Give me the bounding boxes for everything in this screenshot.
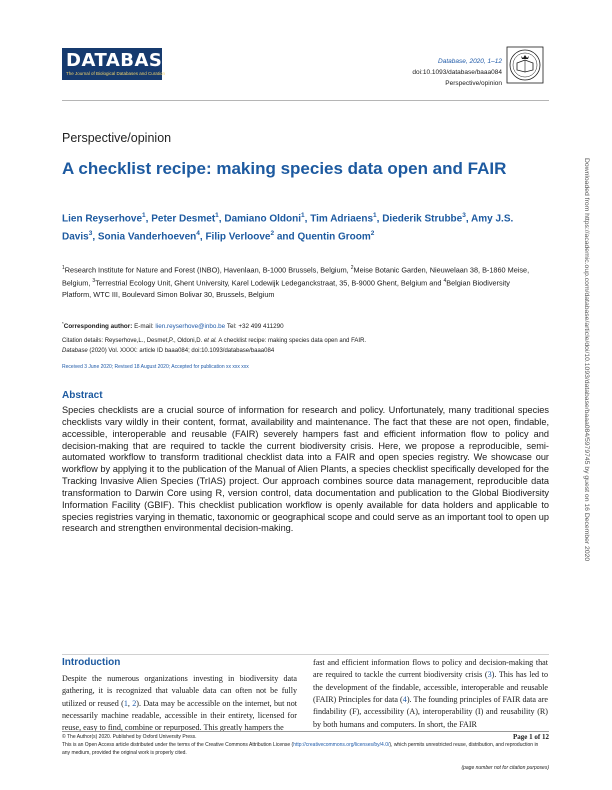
citation-etal: et al.	[203, 338, 217, 344]
license-link[interactable]: http://creativecommons.org/licenses/by/4.0/	[293, 742, 390, 748]
reference-link-1[interactable]: 1	[123, 698, 128, 708]
introduction-column-right	[313, 657, 548, 731]
author-name: Damiano Oldoni	[224, 213, 302, 225]
introduction-column-left	[62, 673, 297, 735]
author-separator: ,	[145, 213, 152, 225]
author-name: Quentin Groom	[297, 231, 371, 243]
copyright-notice: © The Author(s) 2020. Published by Oxford University Press.	[62, 734, 197, 740]
author-affiliation-number: 2	[270, 229, 275, 237]
affiliation-number: 1	[62, 265, 65, 271]
journal-logo-title: DATABASE	[66, 50, 176, 71]
footer-divider	[62, 731, 549, 732]
affiliation-text: Belgian Biodiversity Platform, WTC III, Boulevard Simon Bolivar 30, Brussels, Belgium	[62, 278, 510, 300]
corresponding-label: Corresponding author:	[63, 323, 133, 331]
page-number: Page 1 of 12	[513, 733, 549, 741]
journal-article-type: Perspective/opinion	[445, 80, 502, 87]
download-watermark-text: Downloaded from https://academic.oup.com/database/article/doi/10.1093/database/baaa084/5979745 by guest on 16 December 2020	[583, 158, 590, 562]
author-separator: ,	[465, 213, 472, 225]
author-affiliation-number: 1	[373, 212, 377, 219]
citation-text-2: (2020) Vol. XXXX: article ID baaa084; doi:10.1093/database/baaa084	[87, 347, 275, 354]
author-separator: ,	[92, 231, 98, 243]
reference-link-2[interactable]: 2	[132, 698, 137, 708]
introduction-divider	[62, 654, 549, 655]
affiliation-number: 2	[350, 265, 354, 271]
intro-text-1b: ,	[127, 698, 133, 708]
journal-year-pages: , 2020, 1–12	[465, 58, 502, 65]
author-separator: ,	[218, 213, 225, 225]
author-affiliation-number: 3	[88, 229, 93, 237]
citation-text-1: Citation details: Reyserhove,L., Desmet,P., Oldoni,D.	[62, 338, 204, 344]
header-divider	[62, 100, 549, 101]
abstract-heading: Abstract	[62, 390, 103, 401]
citation-text-1b: A checklist recipe: making species data open and FAIR.	[216, 338, 367, 344]
journal-info	[412, 56, 502, 89]
affiliation-text: Research Institute for Nature and Forest (INBO), Havenlaan, B-1000 Brussels, Belgium,	[64, 265, 351, 275]
intro-text-1a: Despite the numerous organizations investing in biodiversity data gathering, it is recognized that valuable data can often not be fully utilized or reused (	[62, 674, 297, 708]
article-section-label: Perspective/opinion	[62, 131, 172, 145]
journal-doi: doi:10.1093/database/baaa084	[412, 69, 502, 76]
author-name: Peter Desmet	[151, 213, 216, 225]
oxford-university-press-seal-icon	[506, 46, 544, 84]
author-separator: ,	[304, 213, 311, 225]
intro-text-2a: fast and efficient information flows to policy and decision-making that are required to tackle the current biodiversity crisis (	[313, 658, 548, 680]
author-phone: Tel: +32 499 411290	[225, 323, 284, 331]
author-separator: and	[274, 231, 298, 243]
author-name: Tim Adriaens	[310, 213, 374, 225]
page-number-note: (page number not for citation purposes)	[461, 765, 549, 771]
author-email-link[interactable]: lien.reyserhove@inbo.be	[155, 323, 226, 331]
author-separator: ,	[376, 213, 383, 225]
author-name: Lien Reyserhove	[62, 213, 143, 225]
author-affiliation-number: 3	[462, 212, 466, 219]
affiliation-number: 4	[443, 278, 447, 285]
article-title: A checklist recipe: making species data open and FAIR	[62, 159, 507, 178]
reference-link-4[interactable]: 4	[402, 695, 407, 705]
license-text-a: This is an Open Access article distributed under the terms of the Creative Commons Attribution License (	[62, 742, 294, 748]
corresponding-author	[62, 321, 532, 330]
journal-logo-subtitle: The Journal of Biological Databases and Curation	[66, 71, 166, 76]
author-affiliation-number: 1	[301, 212, 305, 219]
journal-logo	[62, 48, 176, 80]
author-name: Sonia Vanderhoeven	[97, 231, 197, 243]
affiliation-text: Terrestrial Ecology Unit, Ghent University, Karel Lodewijk Ledeganckstraat, 35, B-9000 Ghent, Belgium and	[95, 278, 444, 288]
author-name: Amy J.S. Davis	[62, 213, 514, 243]
citation-journal: Database	[62, 347, 88, 354]
author-affiliation-number: 2	[370, 229, 375, 237]
author-name: Diederik Strubbe	[382, 213, 463, 225]
intro-text-2b: ). This has led to the development of the findable, accessible, interoperable and reusable (FAIR) Principles for data (	[313, 670, 549, 705]
author-list	[62, 209, 532, 245]
author-affiliation-number: 1	[142, 212, 146, 219]
author-affiliation-number: 4	[196, 229, 200, 237]
affiliations	[62, 263, 532, 301]
affiliation-number: 3	[92, 278, 96, 285]
author-affiliation-number: 1	[215, 212, 219, 219]
intro-text-2c: ). The founding principles of FAIR data are findability (F), accessibility (A), interoperability (I) and reusability (R) by both humans and computers. In short, the FAIR	[313, 695, 549, 729]
introduction-heading: Introduction	[62, 657, 121, 668]
download-watermark	[582, 158, 598, 688]
affiliation-text: Meise Botanic Garden, Nieuwelaan 38, B-1860 Meise, Belgium,	[62, 265, 530, 288]
author-name: Filip Verloove	[205, 231, 271, 243]
author-separator: ,	[199, 231, 206, 243]
abstract-text: Species checklists are a crucial source of information for research and policy. Unfortunately, many traditional species checklists vary wildly in their content, format, availability and maintenance. The fact that these are not open, findable, accessible, interoperable and reusable (FAIR) severely hampers fast and efficient information flow to policy and decision-making that are required to tackle the current biodiversity crisis. Here, we propose a reproducible, semi-automated workflow to transform traditional checklist data into a FAIR and open species registry. We showcase our workflow by applying it to the publication of the Manual of Alien Plants, a species checklist specifically developed for the Tracking Invasive Alien Species (TrIAS) project. Our approach combines source data management, reproducible data transformation to Darwin Core using R, version control, data documentation and publication to the Global Biodiversity Information Facility (GBIF). This checklist publication workflow is openly available for data holders and applicable to species registries varying in thematic, taxonomic or geographical scope and could serve as an important tool to open up research and strengthen environmental decision-making.	[62, 405, 549, 534]
license-text-b: ), which permits unrestricted reuse, distribution, and reproduction in any medium, provided the original work is properly cited.	[62, 742, 539, 756]
intro-text-1c: ). Data may be accessible on the internet, but not necessarily machine readable, accessible in their entirety, licensed for reuse, easy to find, combine or repurposed. This greatly hampers the	[62, 698, 298, 733]
received-dates: Received 3 June 2020; Revised 18 August 2020; Accepted for publication xx xxx xxx	[62, 364, 249, 370]
reference-link-3[interactable]: 3	[487, 670, 492, 680]
citation-details	[62, 337, 537, 356]
license-notice	[62, 742, 542, 757]
journal-name: Database	[438, 58, 466, 65]
email-prefix: E-mail:	[132, 323, 156, 331]
corresponding-marker: *	[62, 321, 64, 326]
